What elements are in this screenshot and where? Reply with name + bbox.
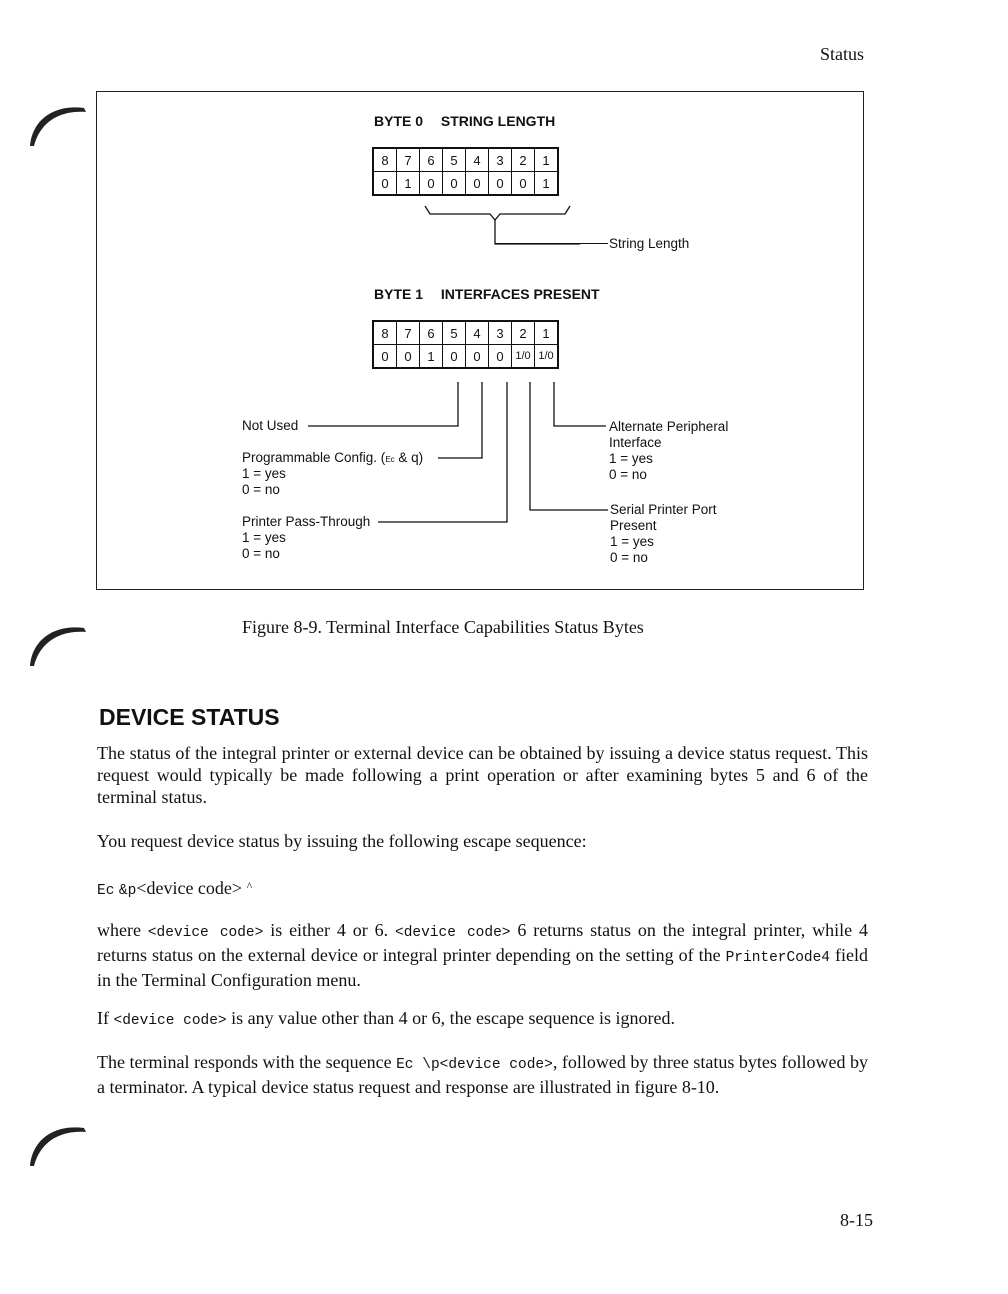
bit-cell: 1 <box>535 148 559 172</box>
pass-through-yes: 1 = yes <box>242 530 286 545</box>
bit-cell: 4 <box>466 148 489 172</box>
serial-port-no: 0 = no <box>610 550 648 565</box>
bit-cell: 7 <box>397 321 420 345</box>
page-number: 8-15 <box>840 1210 873 1230</box>
escape-char: Ec <box>385 455 395 464</box>
alt-peripheral-line2: Interface <box>609 435 662 450</box>
byte0-bit-table <box>372 147 559 196</box>
paragraph-intro: The status of the integral printer or external device can be obtained by issuing a device status request. This request would typically be made following a print operation or after examining bytes 5 and 6 of the terminal status. <box>97 743 868 807</box>
byte0-number: BYTE 0 <box>374 113 424 129</box>
serial-port-line2: Present <box>610 518 657 533</box>
leader-line <box>495 243 608 244</box>
device-code-param: <device code> <box>136 878 243 898</box>
bit-cell: 1 <box>397 172 420 196</box>
bit-cell: 5 <box>443 321 466 345</box>
alt-peripheral-line1: Alternate Peripheral <box>609 419 729 434</box>
binder-ring-mark <box>24 618 90 670</box>
bit-cell: 8 <box>373 321 397 345</box>
bit-number-row <box>373 321 558 345</box>
prog-config-yes: 1 = yes <box>242 466 286 481</box>
bit-cell: 0 <box>466 172 489 196</box>
bit-cell: 6 <box>420 148 443 172</box>
bit-cell: 0 <box>489 345 512 369</box>
paragraph-where: where <device code> is either 4 or 6. <device code> 6 returns status on the integral printer, while 4 returns status on the external device or integral printer depending on the setting of the PrinterCode4 field in the Terminal Configuration menu. <box>97 920 868 990</box>
paragraph-ignored: If <device code> is any value other than 4 or 6, the escape sequence is ignored. <box>97 1008 675 1029</box>
response-sequence: Ec \p<device code> <box>396 1057 553 1073</box>
byte1-number: BYTE 1 <box>374 286 424 302</box>
bit-cell: 6 <box>420 321 443 345</box>
bit-cell: 0 <box>420 172 443 196</box>
bit-cell: 0 <box>443 345 466 369</box>
binder-ring-mark <box>24 1118 90 1170</box>
bit-cell: 1/0 <box>535 345 559 369</box>
bit-value-row <box>373 345 558 369</box>
byte0-title <box>374 113 555 129</box>
bit-cell: 0 <box>397 345 420 369</box>
bit-cell: 1 <box>535 172 559 196</box>
figure-caption: Figure 8-9. Terminal Interface Capabilities Status Bytes <box>242 617 644 637</box>
caret-mark: ^ <box>246 879 253 893</box>
paragraph-response: The terminal responds with the sequence Ec \p<device code>, followed by three status bytes followed by a terminator. A typical device status request and response are illustrated in figure 8-10. <box>97 1052 868 1097</box>
escape-param: &p <box>118 883 137 899</box>
bit-cell: 3 <box>489 148 512 172</box>
escape-sequence <box>97 875 868 902</box>
bit-cell: 5 <box>443 148 466 172</box>
escape-char: Ec <box>97 883 115 899</box>
bit-cell: 1 <box>535 321 559 345</box>
serial-port-line1: Serial Printer Port <box>610 502 717 517</box>
byte1-bit-table <box>372 320 559 369</box>
alt-peripheral-yes: 1 = yes <box>609 451 653 466</box>
alt-peripheral-no: 0 = no <box>609 467 647 482</box>
bit-cell: 4 <box>466 321 489 345</box>
bit-cell: 1 <box>420 345 443 369</box>
byte1-title <box>374 286 600 302</box>
string-length-brace <box>420 204 580 252</box>
bit-cell: 0 <box>373 345 397 369</box>
not-used-label: Not Used <box>242 418 299 433</box>
section-heading: DEVICE STATUS <box>99 704 280 730</box>
bit-cell: 0 <box>373 172 397 196</box>
bit-number-row <box>373 148 558 172</box>
bit-cell: 0 <box>512 172 535 196</box>
string-length-label: String Length <box>609 236 690 251</box>
bit-cell: 1/0 <box>512 345 535 369</box>
pass-through-no: 0 = no <box>242 546 280 561</box>
serial-port-yes: 1 = yes <box>610 534 654 549</box>
byte0-label: STRING LENGTH <box>440 113 556 129</box>
paragraph-request: You request device status by issuing the following escape sequence: <box>97 831 587 851</box>
binder-ring-mark <box>24 98 90 150</box>
bit-cell: 2 <box>512 321 535 345</box>
running-header: Status <box>819 44 864 64</box>
prog-config-no: 0 = no <box>242 482 280 497</box>
bit-cell: 2 <box>512 148 535 172</box>
bit-cell: 0 <box>443 172 466 196</box>
bit-cell: 8 <box>373 148 397 172</box>
bit-cell: 7 <box>397 148 420 172</box>
bit-cell: 0 <box>466 345 489 369</box>
prog-config-label: Programmable Config. (Ec & q) <box>242 450 424 465</box>
field-name: PrinterCode4 <box>725 950 831 966</box>
bit-value-row <box>373 172 558 196</box>
pass-through-label: Printer Pass-Through <box>242 514 371 529</box>
byte1-label: INTERFACES PRESENT <box>440 286 600 302</box>
bit-cell: 3 <box>489 321 512 345</box>
bit-cell: 0 <box>489 172 512 196</box>
